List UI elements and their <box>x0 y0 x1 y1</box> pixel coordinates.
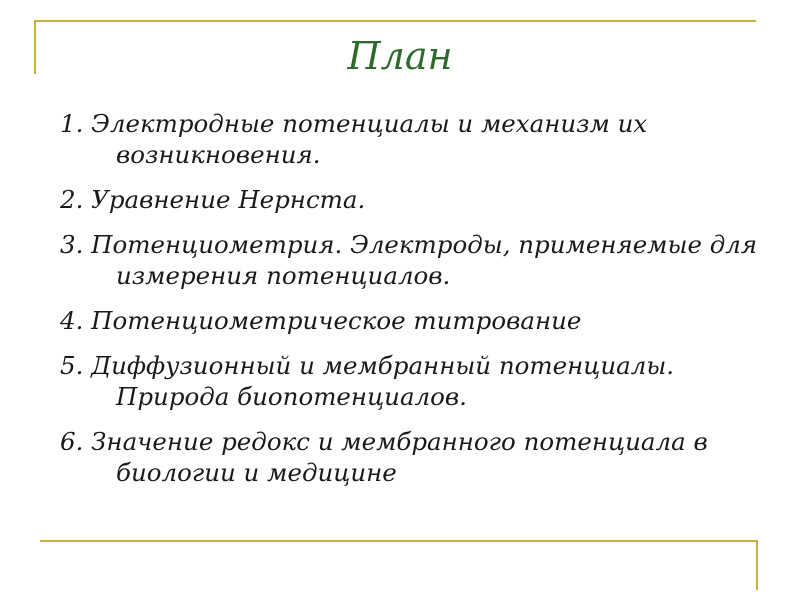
slide-title: План <box>347 34 453 78</box>
plan-item-4 <box>60 305 780 336</box>
frame-top-line <box>34 20 756 22</box>
plan-item-2 <box>60 184 780 215</box>
plan-item-1 <box>60 108 780 170</box>
plan-item-5 <box>60 350 780 412</box>
plan-item-3 <box>60 229 780 291</box>
frame-right-line <box>756 540 758 590</box>
plan-item-6 <box>60 426 780 488</box>
plan-item-text: 3. Потенциометрия. Электроды, применяемые для измерения потенциалов. <box>60 230 758 290</box>
plan-item-text: 1. Электродные потенциалы и механизм их возникновения. <box>60 109 648 169</box>
plan-item-text: 2. Уравнение Нернста. <box>60 185 366 214</box>
plan-item-text: 6. Значение редокс и мембранного потенциала в биологии и медицине <box>60 427 708 487</box>
frame-bottom-line <box>40 540 758 542</box>
plan-item-text: 5. Диффузионный и мембранный потенциалы. Природа биопотенциалов. <box>60 351 675 411</box>
plan-item-text: 4. Потенциометрическое титрование <box>60 306 582 335</box>
plan-list <box>60 108 780 502</box>
